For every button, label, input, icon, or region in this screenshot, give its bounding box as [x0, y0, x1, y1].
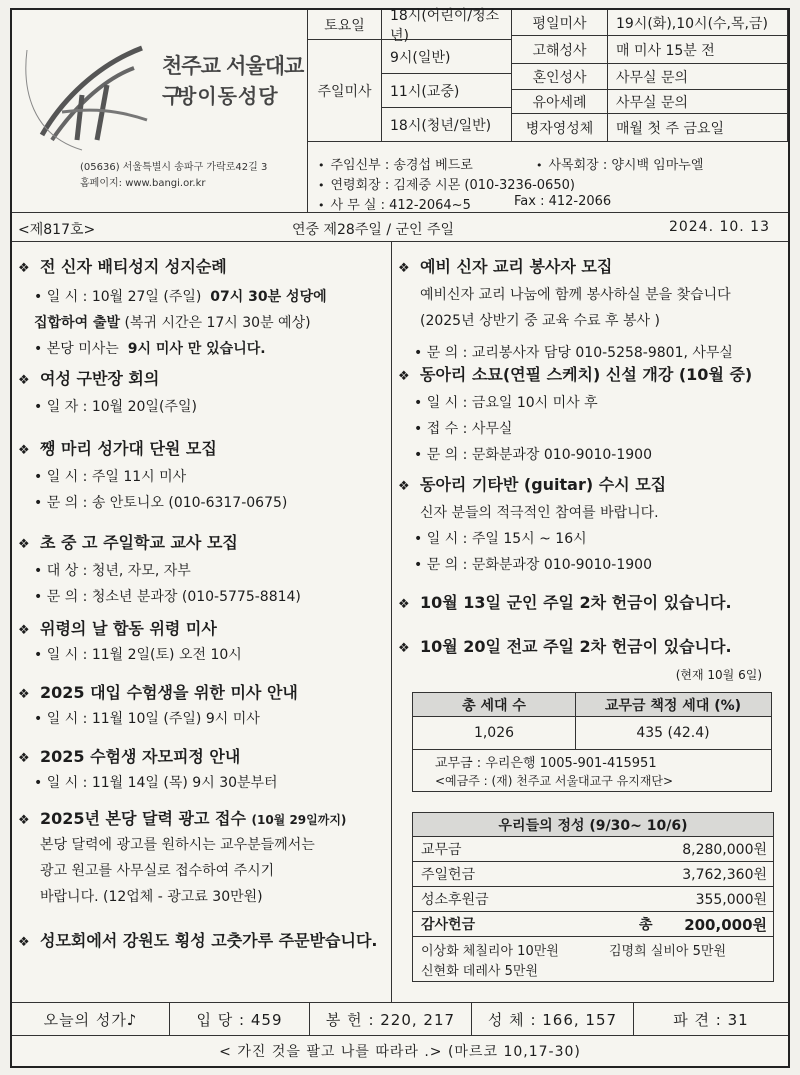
notice-title: ❖ 동아리 기타반 (guitar) 수시 모집 [398, 474, 782, 498]
issue-number: <제817호> [18, 222, 96, 238]
confession-value: 매 미사 15분 전 [608, 36, 788, 64]
notice-line: 신자 분들의 적극적인 참여를 바랍니다. [420, 505, 659, 521]
thanks-total-value: 200,000원 [684, 915, 767, 934]
diamond-bullet-icon: ❖ [398, 641, 410, 656]
notice-title: ❖ 위령의 날 합동 위령 미사 [18, 618, 388, 642]
notice-pilgrimage [18, 256, 388, 362]
right-column [392, 242, 788, 1002]
notice-title: ❖ 성모회에서 강원도 횡성 고춧가루 주문받습니다. [18, 930, 388, 954]
sick-communion-value: 매월 첫 주 금요일 [608, 114, 788, 142]
dues-as-of: (현재 10월 6일) [675, 668, 762, 682]
hymn-offertory: 봉 헌 : 220, 217 [310, 1003, 472, 1035]
notice-line: • 문 의 : 문화분과장 010-9010-1900 [414, 557, 652, 573]
offering-label: 교무금 [421, 842, 462, 858]
notice-line: • 일 시 : 금요일 10시 미사 후 [414, 395, 598, 411]
notice-parent-retreat [18, 746, 388, 796]
diamond-bullet-icon: ❖ [18, 935, 30, 950]
donor-entry: 신현화 데레사 5만원 [421, 963, 538, 979]
notice-teacher [18, 532, 388, 610]
marriage-label: 혼인성사 [512, 64, 608, 90]
notice-line: 집합하여 출발 (복귀 시간은 17시 30분 예상) [34, 315, 311, 331]
church-name-line1: 천주교 서울대교구 [162, 54, 304, 108]
confession-label: 고해성사 [512, 36, 608, 64]
notice-line: • 일 시 : 11월 2일(토) 오전 10시 [34, 647, 242, 663]
notice-title: ❖ 쨍 마리 성가대 단원 모집 [18, 438, 388, 462]
baptism-value: 사무실 문의 [608, 90, 788, 114]
notice-line: • 문 의 : 청소년 분과장 (010-5775-8814) [34, 589, 301, 605]
notice-line: 예비신자 교리 나눔에 함께 봉사하실 분을 찾습니다 [420, 287, 731, 303]
notice-line: • 일 시 : 11월 14일 (목) 9시 30분부터 [34, 775, 278, 791]
dues-account-holder: <예금주 : (재) 천주교 서울대교구 유지재단> [435, 773, 674, 788]
liturgical-theme: 연중 제28주일 / 군인 주일 [292, 222, 455, 238]
notice-pepper-order [18, 930, 388, 954]
hymn-entrance: 입 당 : 459 [170, 1003, 310, 1035]
notice-line: • 본당 미사는 9시 미사 만 있습니다. [34, 341, 266, 357]
notice-military-sunday [398, 592, 782, 616]
staff-info [308, 142, 788, 212]
office-phone: 사 무 실 : 412-2064~5 [330, 198, 471, 213]
diamond-bullet-icon: ❖ [18, 261, 30, 276]
notice-calendar-ad [18, 808, 388, 910]
weekday-label: 평일미사 [512, 10, 608, 36]
offering-label: 성소후원금 [421, 892, 489, 908]
notice-line: • 일 시 : 10월 27일 (주일) 07시 30분 성당에 [34, 289, 327, 305]
notice-title: ❖ 동아리 소묘(연필 스케치) 신설 개강 (10월 중) [398, 364, 782, 388]
bulletin-sheet [10, 8, 790, 1068]
dateline [12, 212, 788, 242]
notice-title: ❖ 전 신자 배티성지 성지순례 [18, 256, 388, 280]
notice-sketch-club [398, 364, 782, 468]
saturday-label: 토요일 [308, 10, 382, 40]
offerings-title: 우리들의 정성 (9/30~ 10/6) [413, 813, 773, 837]
notice-title: ❖ 예비 신자 교리 봉사자 모집 [398, 256, 782, 280]
notice-choir [18, 438, 388, 516]
diamond-bullet-icon: ❖ [18, 373, 30, 388]
sunday-mass-9: 9시(일반) [382, 40, 512, 74]
notice-title: ❖ 2025년 본당 달력 광고 접수 (10월 29일까지) [18, 808, 388, 832]
logo-area [12, 10, 308, 212]
notice-exam-mass [18, 682, 388, 732]
notice-mission-sunday [398, 636, 782, 660]
church-name-line2: 방이동성당 [177, 84, 279, 108]
pastor-line: • 주임신부 : 송경섭 베드로 [318, 158, 473, 173]
marriage-value: 사무실 문의 [608, 64, 788, 90]
diamond-bullet-icon: ❖ [18, 537, 30, 552]
notice-line: • 대 상 : 청년, 자모, 자부 [34, 563, 191, 579]
dues-col-households: 총 세대 수 [413, 693, 575, 717]
church-homepage: 홈페이지: www.bangi.or.kr [80, 178, 206, 189]
church-address: (05636) 서울특별시 송파구 가락로42길 3 [80, 162, 268, 173]
notice-line: • 접 수 : 사무실 [414, 421, 513, 437]
liaison-line: • 연령회장 : 김제중 시몬 (010-3236-0650) [318, 178, 575, 193]
diamond-bullet-icon: ❖ [398, 479, 410, 494]
gospel-verse: < 가진 것을 팔고 나를 따라라 .> (마르코 10,17-30) [219, 1044, 581, 1060]
offerings-table [412, 812, 774, 982]
pastor-text: 주임신부 : 송경섭 베드로 [330, 158, 473, 173]
dues-households-value: 1,026 [473, 725, 515, 741]
notice-title: ❖ 10월 20일 전교 주일 2차 헌금이 있습니다. [398, 636, 782, 660]
notice-title: ❖ 10월 13일 군인 주일 2차 헌금이 있습니다. [398, 592, 782, 616]
notice-line: • 문 의 : 송 안토니오 (010-6317-0675) [34, 495, 288, 511]
left-column [12, 242, 392, 1002]
liaison-text: 연령회장 : 김제중 시몬 (010-3236-0650) [330, 178, 575, 193]
church-logo-icon [22, 40, 162, 155]
notice-line: • 문 의 : 문화분과장 010-9010-1900 [414, 447, 652, 463]
council-text: 사목회장 : 양시백 임마누엘 [548, 158, 704, 173]
notice-line: 광고 원고를 사무실로 접수하여 주시기 [40, 863, 275, 879]
notice-line: 본당 달력에 광고를 원하시는 교우분들께서는 [40, 837, 315, 853]
fax-line: Fax : 412-2066 [514, 194, 612, 209]
notice-catechist [398, 256, 782, 366]
offering-label: 주일헌금 [421, 867, 476, 883]
thanks-offering-label: 감사헌금 [421, 917, 476, 933]
offering-value: 355,000원 [695, 892, 767, 908]
diamond-bullet-icon: ❖ [398, 597, 410, 612]
notice-line: • 문 의 : 교리봉사자 담당 010-5258-9801, 사무실 [414, 345, 733, 361]
sunday-mass-11: 11시(교중) [382, 74, 512, 108]
hymn-label: 오늘의 성가♪ [12, 1003, 170, 1035]
notice-title: ❖ 초 중 고 주일학교 교사 모집 [18, 532, 388, 556]
mass-schedule-table [308, 7, 788, 142]
notice-line: • 일 자 : 10월 20일(주일) [34, 399, 197, 415]
weekday-value: 19시(화),10시(수,목,금) [608, 10, 788, 36]
saturday-value: 18시(어린이/청소년) [382, 10, 512, 40]
sunday-mass-18: 18시(청년/일반) [382, 108, 512, 142]
issue-date: 2024. 10. 13 [668, 219, 770, 235]
diamond-bullet-icon: ❖ [18, 813, 30, 828]
sunday-label: 주일미사 [308, 40, 382, 142]
notice-title: ❖ 2025 수험생 자모피정 안내 [18, 746, 388, 770]
notice-line: • 일 시 : 주일 11시 미사 [34, 469, 187, 485]
notice-line: (2025년 상반기 중 교육 수료 후 봉사 ) [420, 313, 660, 329]
offering-value: 8,280,000원 [682, 842, 767, 858]
dues-account: 교무금 : 우리은행 1005-901-415951 [435, 755, 657, 771]
diamond-bullet-icon: ❖ [18, 687, 30, 702]
hymn-dismissal: 파 견 : 31 [673, 1010, 749, 1029]
offering-value: 3,762,360원 [682, 867, 767, 883]
dues-col-assessed: 교무금 책정 세대 (%) [575, 693, 771, 717]
notice-line: 바랍니다. (12업체 - 광고료 30만원) [40, 889, 263, 905]
donor-entry: 김명희 실비아 5만원 [609, 943, 726, 959]
diamond-bullet-icon: ❖ [18, 443, 30, 458]
council-line: • 사목회장 : 양시백 임마누엘 [536, 158, 704, 173]
bulletin-header [12, 7, 788, 213]
hymn-communion: 성 체 : 166, 157 [472, 1003, 634, 1035]
office-line: • 사 무 실 : 412-2064~5 [318, 198, 471, 213]
diamond-bullet-icon: ❖ [398, 261, 410, 276]
diamond-bullet-icon: ❖ [398, 369, 410, 384]
notice-line: • 일 시 : 11월 10일 (주일) 9시 미사 [34, 711, 260, 727]
diamond-bullet-icon: ❖ [18, 623, 30, 638]
thanks-total-label: 총 [639, 917, 653, 933]
sick-communion-label: 병자영성체 [512, 114, 608, 142]
notice-title: ❖ 2025 대입 수험생을 위한 미사 안내 [18, 682, 388, 706]
dues-assessed-value: 435 (42.4) [636, 725, 710, 741]
dues-table [412, 692, 772, 792]
notice-guitar-club [398, 474, 782, 578]
donor-entry: 이상화 체칠리아 10만원 [421, 943, 559, 959]
notice-women-meeting [18, 368, 388, 420]
diamond-bullet-icon: ❖ [18, 751, 30, 766]
hymn-bar [12, 1002, 788, 1036]
notice-all-souls [18, 618, 388, 668]
notice-line: • 일 시 : 주일 15시 ~ 16시 [414, 531, 587, 547]
baptism-label: 유아세례 [512, 90, 608, 114]
notice-title: ❖ 여성 구반장 회의 [18, 368, 388, 392]
